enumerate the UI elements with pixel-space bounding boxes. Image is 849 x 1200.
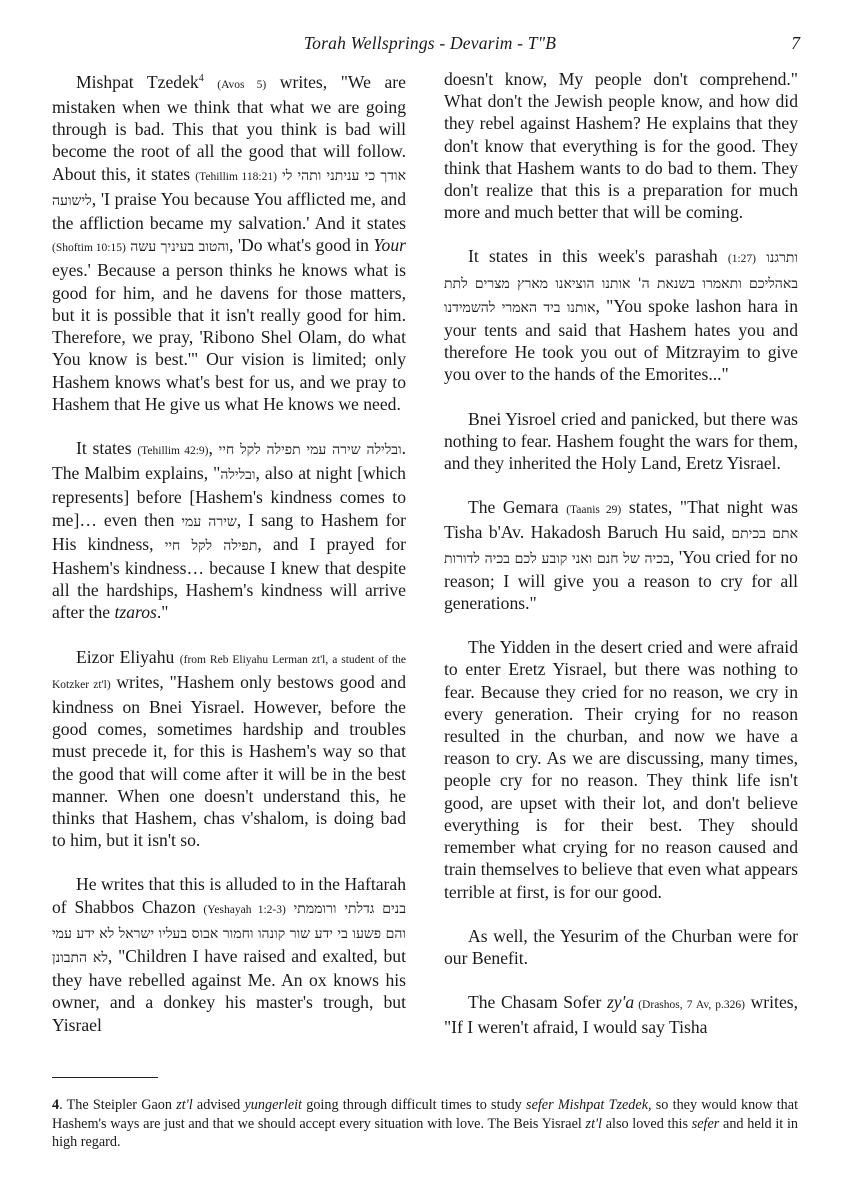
text: , 'Do what's good in bbox=[229, 235, 374, 256]
text: It states in this week's parashah bbox=[468, 246, 728, 267]
text: Mishpat Tzedek bbox=[76, 71, 199, 92]
text: going through difficult times to study bbox=[302, 1097, 527, 1113]
emphasis: Your bbox=[373, 235, 407, 256]
text: , 'You cried for no reason; I will give you a reason to cry for all generations." bbox=[444, 546, 798, 614]
emphasis: zy'a bbox=[606, 992, 635, 1013]
footnote bbox=[52, 1096, 798, 1152]
emphasis: zt'l bbox=[585, 1115, 602, 1132]
emphasis: yungerleit bbox=[244, 1097, 303, 1113]
left-column bbox=[52, 68, 406, 1058]
footnote-ref: 4 bbox=[198, 73, 204, 84]
text: states, "That night was Tisha b'Av. Hakadosh Baruch Hu said, bbox=[444, 497, 799, 543]
hebrew-quote: אודך כי עניתני ותהי לי לישועה bbox=[52, 167, 406, 209]
text: . The Steipler Gaon bbox=[59, 1097, 177, 1113]
paragraph-mishpat-tzedek bbox=[52, 68, 406, 415]
hebrew-quote: והטוב בעיניך עשה bbox=[130, 239, 230, 256]
footnote-divider bbox=[52, 1077, 158, 1078]
source-citation: (Drashos, 7 Av, p.326) bbox=[634, 999, 745, 1012]
text: eyes.' Because a person thinks he knows what is good for him, and he davens for those matters, but it is possible that it isn't really good for him. Therefore, we pray, 'Ribono Shel Olam, do what You know is best.'" Our vision is limited; only Hashem knows what's best for us, and we pray to Hashem that He give us what He knows we need. bbox=[52, 260, 406, 414]
source-citation: (Yeshayah 1:2-3) bbox=[203, 903, 286, 916]
text: As well, the Yesurim of the Churban were for our Benefit. bbox=[444, 925, 798, 968]
text: doesn't know, My people don't comprehend." What don't the Jewish people know, and how did they rebel against Hashem? He explains that they don't know that everything is for the good. They think that Hashem wants to do bad to them. They don't realize that this is a preparation for much more and much better that will be coming. bbox=[444, 69, 798, 223]
hebrew-quote: תפילה לקל חיי bbox=[164, 537, 258, 554]
page-header bbox=[60, 33, 800, 57]
hebrew-quote: ותרגנו באהליכם ותאמרו בשנאת ה' אותנו הוציאנו מארץ מצרים לתת אותנו ביד האמרי להשמידנו bbox=[444, 250, 798, 316]
text: writes, "If I weren't afraid, I would say Tisha bbox=[444, 992, 798, 1038]
emphasis: zt'l bbox=[176, 1097, 193, 1113]
paragraph-tehillim: It states (Tehillim 42:9), ובלילה שירה עמי תפילה לקל חיי. The Malbim explains, "ובלילה, also at night [which represents] before [Hashem's kindness comes to me]… even then שירה עמי, I sang to Hashem for His kindness, תפילה לקל חיי, and I prayed for Hashem's kindness… because I knew that despite all the hardships, Hashem's kindness will arrive after the tzaros." bbox=[52, 437, 406, 623]
text: Eizor Eliyahu bbox=[76, 646, 180, 667]
footnote-number: 4 bbox=[52, 1097, 60, 1113]
text: , I sang to Hashem for His kindness, bbox=[52, 509, 406, 554]
text: advised bbox=[192, 1097, 245, 1113]
text: The Gemara bbox=[468, 497, 567, 518]
paragraph-gemara bbox=[444, 496, 798, 614]
text: writes, "Hashem only bestows good and kindness on Bnei Yisrael. However, before the good comes, sometimes hardship and troubles must precede it, for this is Hashem's way so that the good that will come after it will be in the best manner. When one doesn't understand this, he thinks that Hashem, chas v'shalom, is doing bad to him, but it isn't so. bbox=[52, 671, 406, 851]
source-citation: (Shoftim 10:15) bbox=[52, 242, 126, 255]
paragraph-parashah bbox=[444, 245, 798, 385]
paragraph-yidden bbox=[444, 636, 798, 902]
paragraph-yesurim bbox=[444, 925, 798, 969]
emphasis: sefer bbox=[691, 1115, 720, 1132]
source-citation: (Tehillim 42:9) bbox=[137, 444, 209, 457]
source-citation: (Avos 5) bbox=[217, 78, 267, 91]
text: He writes that this is alluded to in the Haftarah of Shabbos Chazon bbox=[52, 874, 406, 917]
text: writes, "We are mistaken when we think that what we are going through is bad. This that you think is bad will become the root of all the good that will follow. About this, it states bbox=[52, 71, 406, 184]
text: . The Malbim explains, " bbox=[52, 437, 406, 484]
hebrew-quote: שירה עמי bbox=[181, 513, 237, 530]
text: and held it in high regard. bbox=[52, 1115, 798, 1150]
source-citation: (from Reb Eliyahu Lerman zt'l, a student of the Kotzker zt'l) bbox=[52, 653, 406, 691]
paragraph-haftarah bbox=[52, 873, 406, 1035]
running-title: Torah Wellsprings - Devarim - T"B bbox=[303, 33, 557, 53]
hebrew-quote: ובלילה bbox=[220, 467, 256, 484]
text: , and I prayed for Hashem's kindness… because I knew that despite all the hardships, Hashem's kindness will arrive after the bbox=[52, 533, 406, 623]
hebrew-quote: בנים גדלתי ורוממתי והם פשעו בי ידע שור קונהו וחמור אבוס בעליו ישראל לא ידע עמי לא התבונן bbox=[52, 900, 406, 966]
text: The Chasam Sofer bbox=[468, 992, 607, 1013]
text: also loved this bbox=[602, 1115, 692, 1132]
text: , "Children I have raised and exalted, but they have rebelled against Me. An ox knows his owner, and a donkey his master's trough, but Yisrael bbox=[52, 945, 406, 1035]
hebrew-quote: אתם בכיתם בכיה של חנם ואני קובע לכם בכיה לדורות bbox=[444, 526, 798, 567]
paragraph-chasam-sofer bbox=[444, 991, 798, 1038]
text: Bnei Yisroel cried and panicked, but there was nothing to fear. Hashem fought the wars for them, and they inherited the Holy Land, Eretz Yisrael. bbox=[444, 408, 798, 474]
text: It states bbox=[76, 437, 138, 458]
source-citation: (1:27) bbox=[727, 253, 757, 266]
emphasis: tzaros bbox=[114, 602, 157, 623]
text: so they would know that Hashem's ways are just and that we should accept every situation with love. The Beis Yisrael bbox=[52, 1097, 799, 1132]
paragraph-eizor-eliyahu bbox=[52, 646, 406, 852]
text: , "You spoke lashon hara in your tents and said that Hashem hates you and therefore He took you out of Mitzrayim to give you over to the hands of the Emorites..." bbox=[444, 295, 798, 385]
hebrew-quote: ובלילה שירה עמי תפילה לקל חיי bbox=[218, 441, 402, 458]
right-column bbox=[444, 68, 798, 1061]
text: The Yidden in the desert cried and were afraid to enter Eretz Yisrael, but there was nothing to fear. Because they cried for no reason, we cry in every generation. Their crying for no reason resulted in the churban, and now we have a reason to cry. As we are discussing, many times, people cry for no reason. They think life isn't good, are upset with their lot, and don't believe everything is for their best. They should remember what crying for no reason caused and train themselves to believe that even what appears terrible at first, is for our good. bbox=[444, 637, 798, 902]
text: , 'I praise You because You afflicted me, and the affliction became my salvation.' And it states bbox=[52, 188, 406, 234]
page-number: 7 bbox=[791, 33, 800, 53]
text: , also at night [which represents] before [Hashem's kindness comes to me]… even then bbox=[52, 463, 406, 530]
paragraph-continued bbox=[444, 68, 798, 223]
source-citation: (Tehillim 118:21) bbox=[195, 170, 277, 183]
source-citation: (Taanis 29) bbox=[566, 504, 622, 517]
text: ." bbox=[156, 602, 169, 623]
paragraph-bnei-yisroel bbox=[444, 408, 798, 475]
emphasis: sefer Mishpat Tzedek, bbox=[526, 1097, 652, 1113]
